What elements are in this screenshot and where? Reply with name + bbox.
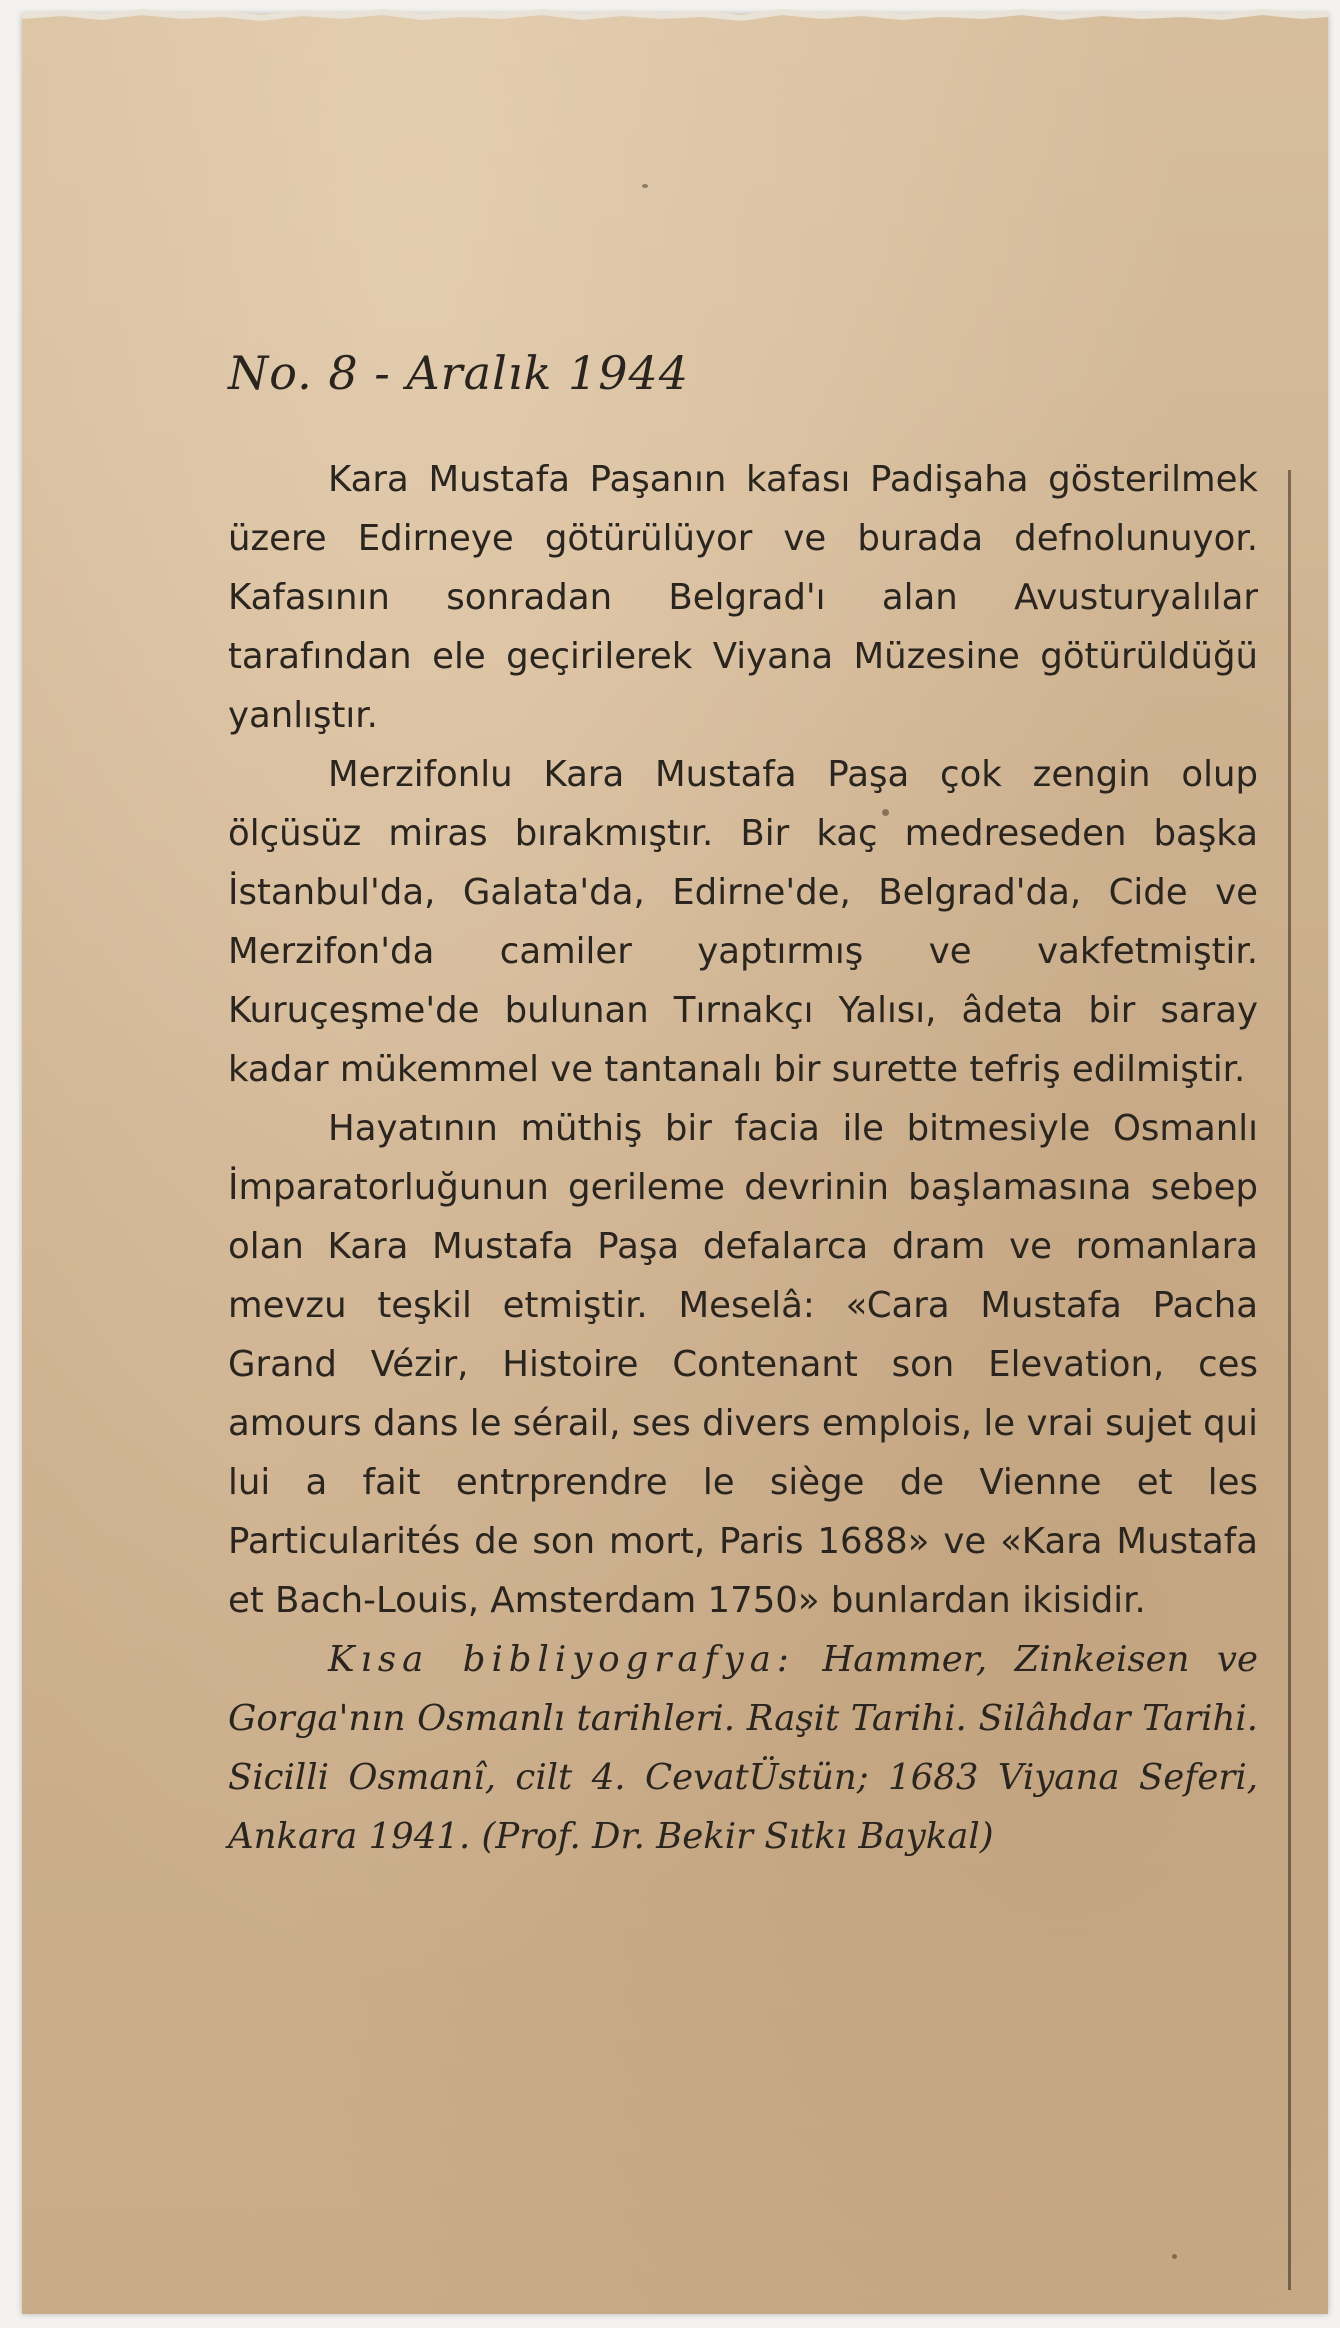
issue-header: No. 8 - Aralık 1944 <box>228 346 690 400</box>
column-rule <box>1288 470 1291 2290</box>
paragraph: Hayatının müthiş bir facia ile bitmesiyle Osmanlı İmparatorluğunun gerileme devrinin başlamasına sebep olan Kara Mustafa Paşa defalarca dram ve romanlara mevzu teşkil etmiştir. Meselâ: «Cara Mustafa Pacha Grand Vézir, Histoire Contenant son Elevation, ces amours dans le sérail, ses divers emplois, le vrai sujet qui lui a fait entrprendre le siège de Vienne et les Particularités de son mort, Paris 1688» ve «Kara Mustafa et Bach-Louis, Amsterdam 1750» bunlardan ikisidir. <box>228 1108 1258 1621</box>
paper-speck <box>1172 2254 1177 2259</box>
paper-speck <box>642 184 648 188</box>
article-body <box>228 450 1258 1866</box>
bibliography <box>228 1630 1258 1866</box>
torn-edge <box>22 8 1328 22</box>
paragraph: Kara Mustafa Paşanın kafası Padişaha gösterilmek üzere Edirneye götürülüyor ve burada defnolunuyor. Kafasının sonradan Belgrad'ı alan Avusturyalılar tarafından ele geçirilerek Viyana Müzesine götürüldüğü yanlıştır. <box>228 459 1258 736</box>
bibliography-label: Kısa bibliyografya: <box>328 1639 795 1680</box>
paragraph: Merzifonlu Kara Mustafa Paşa çok zengin olup ölçüsüz miras bırakmıştır. Bir kaç medreseden başka İstanbul'da, Galata'da, Edirne'de, Belgrad'da, Cide ve Merzifon'da camiler yaptırmış ve vakfetmiştir. Kuruçeşme'de bulunan Tırnakçı Yalısı, âdeta bir saray kadar mükemmel ve tantanalı bir surette tefriş edilmiştir. <box>228 754 1258 1090</box>
bibliography-text: Hammer, Zinkeisen ve Gorga'nın Osmanlı tarihleri. Raşit Tarihi. Silâhdar Tarihi. Sicilli Osmanî, cilt 4. CevatÜstün; 1683 Viyana Seferi, Ankara 1941. (Prof. Dr. Bekir Sıtkı Baykal) <box>228 1639 1258 1857</box>
